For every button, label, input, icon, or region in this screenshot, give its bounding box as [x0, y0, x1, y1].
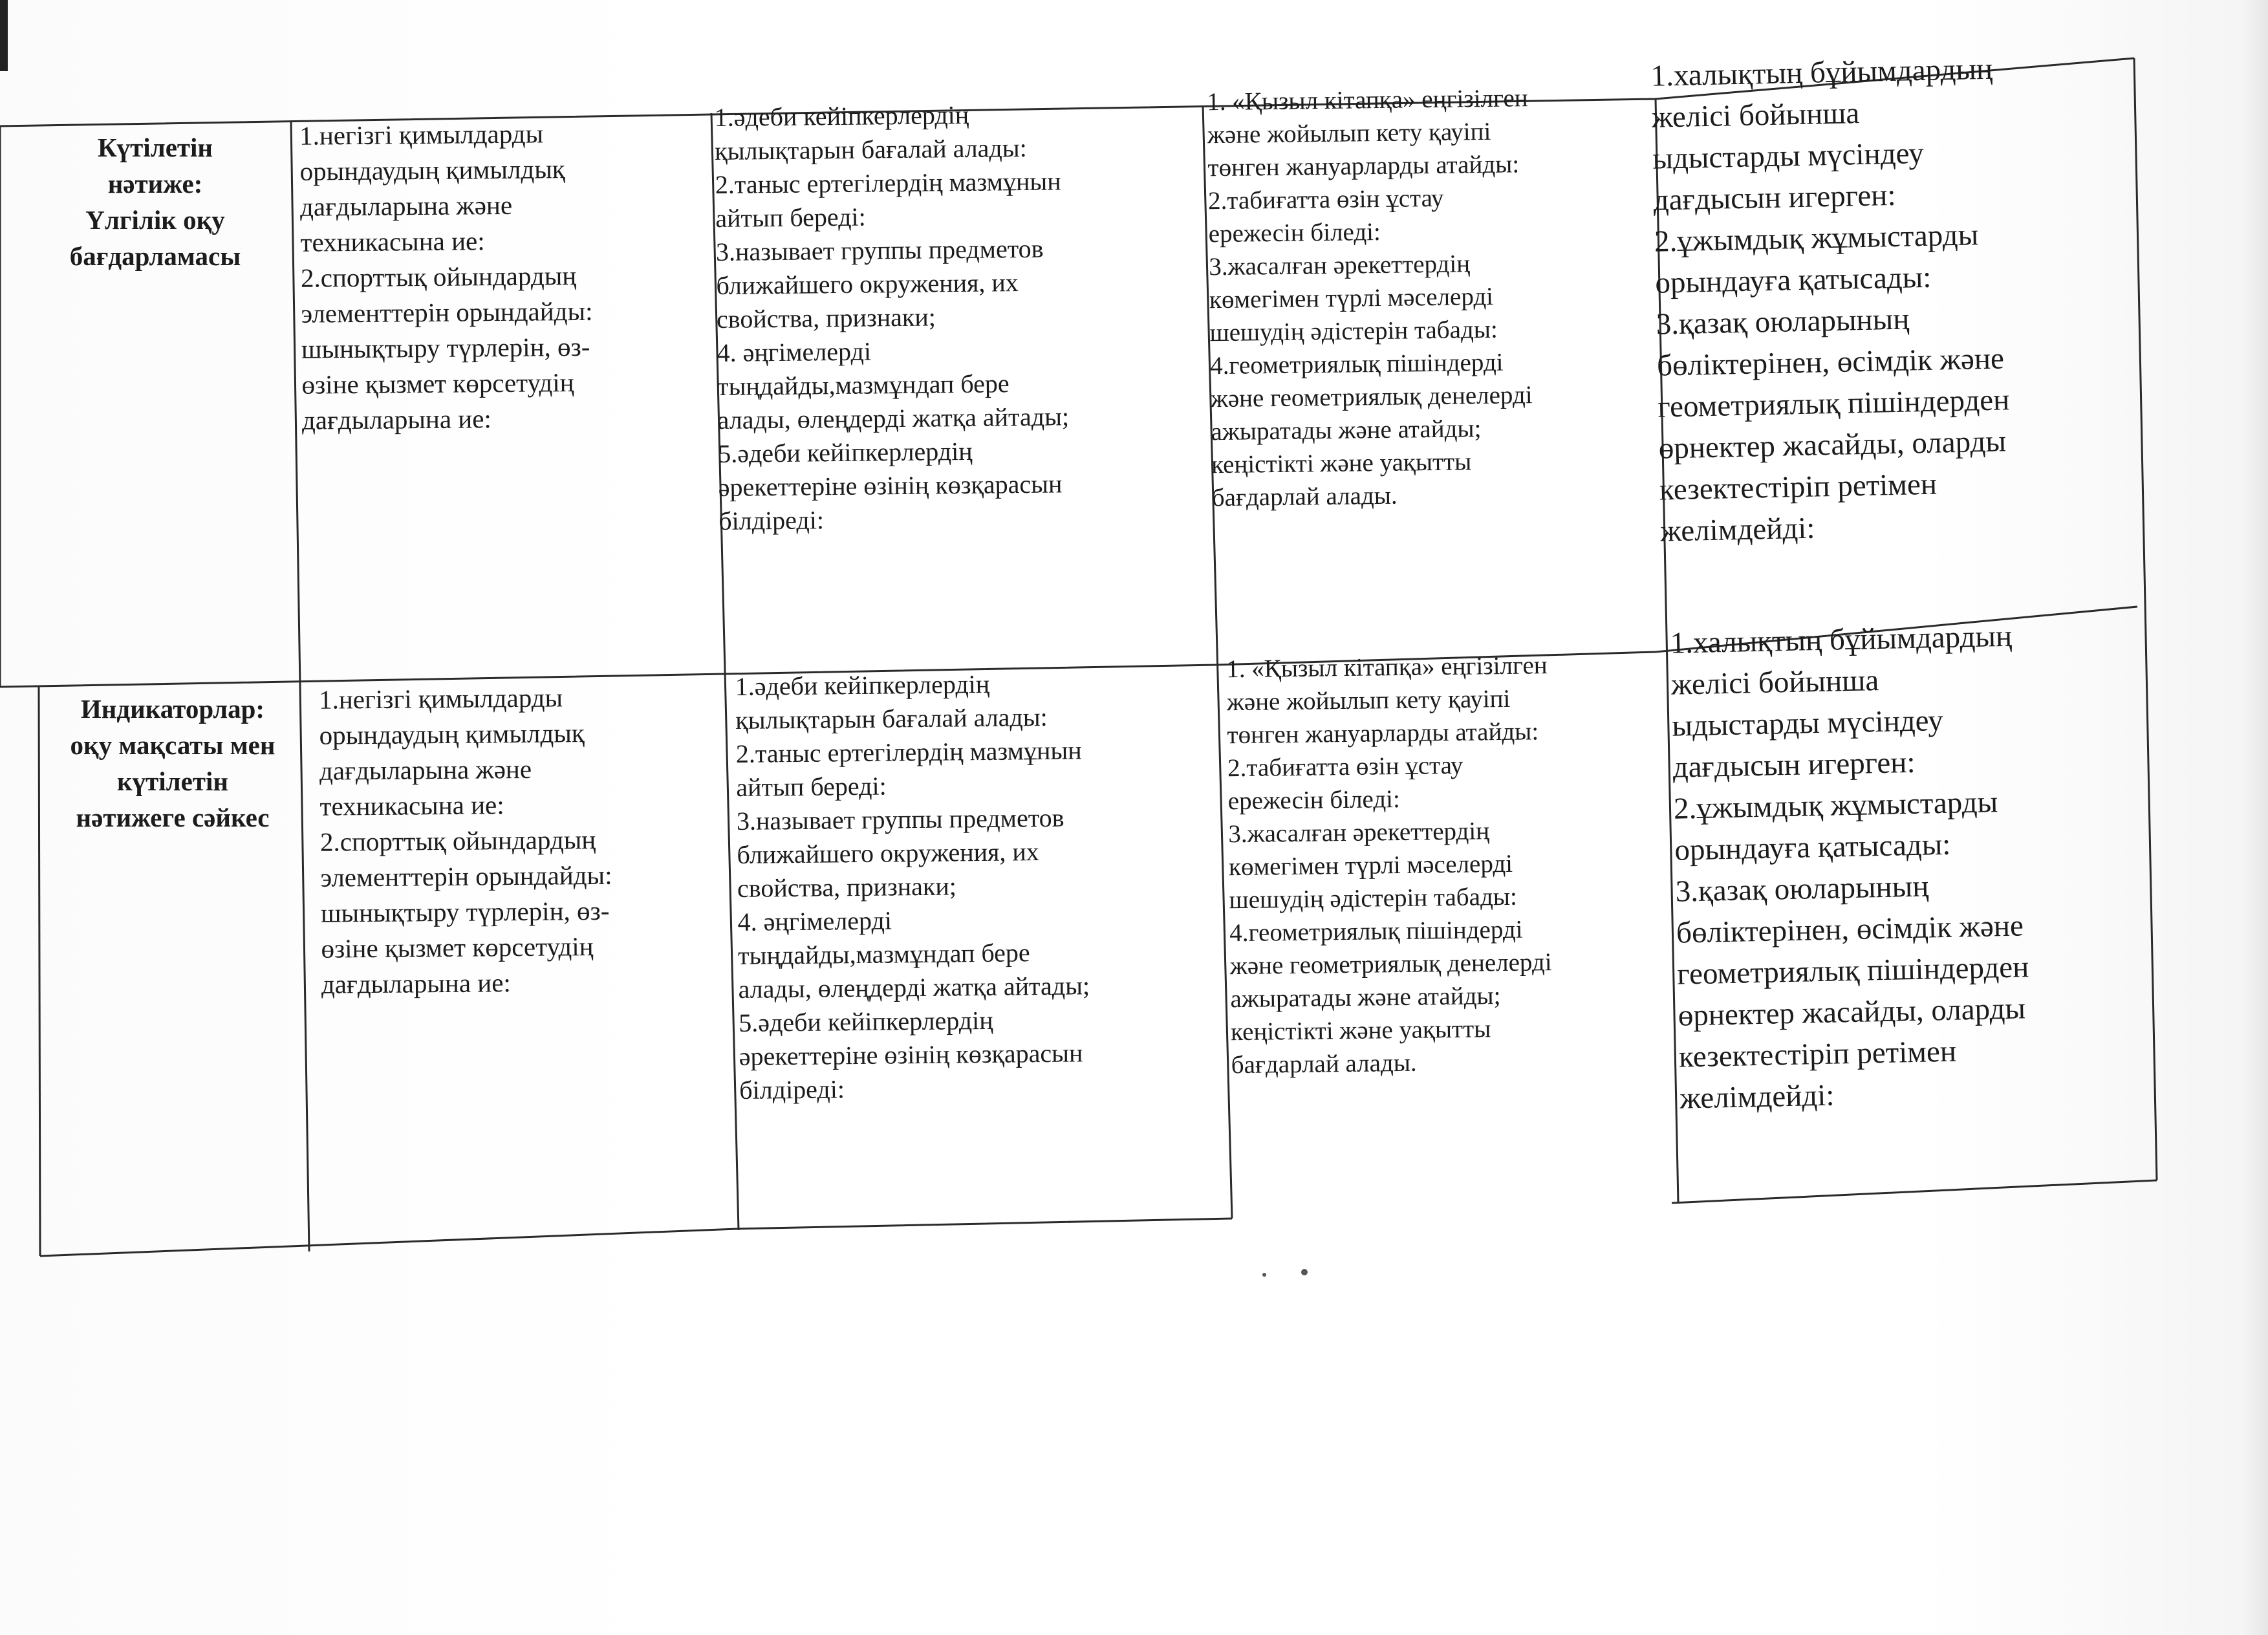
outcome-item: 4.геометриялық пішіндерді және геометриялық денелерді ажыратады және атайды; кеңістікті және уақытты бағдарлай алады.: [1210, 348, 1533, 512]
indicator-item: 3.называет группы предметов ближайшего окружения, их свойства, признаки;: [736, 803, 1064, 903]
indicator-item: 1.негізгі қимылдарды орындаудың қимылдық дағдыларына және техникасына ие:: [318, 682, 585, 821]
outcome-item: 3.жасалған әрекеттердің көмегімен түрлі мәселерді шешудің әдістерін табады:: [1209, 250, 1498, 347]
outcome-item: 3.называет группы предметов ближайшего окружения, их свойства, признаки;: [715, 233, 1044, 334]
row-label-indicators: Индикаторлар: оқу мақсаты мен күтілетін нәтижеге сәйкес: [70, 694, 275, 832]
indicator-item: 2.ұжымдық жұмыстарды орындауға қатысады:: [1673, 785, 1998, 867]
cell-physical-skills: [319, 678, 722, 1002]
indicator-item: 3.қазақ оюларының бөліктерінен, өсімдік және геометриялық пішіндерден өрнектер жасайды, оларды кезектестіріп ретімен желімдейді:: [1675, 869, 2029, 1116]
indicator-item: 3.жасалған әрекеттердің көмегімен түрлі мәселерді шешудің әдістерін табады:: [1228, 817, 1518, 915]
cell-art-skills: [1670, 612, 2155, 1119]
outcome-item: 2.спорттық ойындардың элементтерін орындайды: шынықтыру түрлерін, өз- өзіне қызмет көрсетудің дағдыларына ие:: [300, 260, 593, 435]
outcome-item: 2.табиғатта өзін ұстау ережесін біледі:: [1207, 184, 1444, 248]
outcome-item: 1.әдеби кейіпкерлердің қылықтарын бағалай алады:: [714, 100, 1027, 166]
indicator-item: 1.халықтың бұйымдардың желісі бойынша ыдыстарды мүсіндеу дағдысын игерген:: [1670, 619, 2013, 785]
indicator-item: 2.таныс ертегілердің мазмұнын айтып береді:: [735, 735, 1082, 802]
outcome-item: 2.ұжымдық жұмыстарды орындауға қатысады:: [1654, 218, 1979, 300]
indicator-item: 4. әңгімелерді тыңдайды,мазмұндап бере алады, өлеңдерді жатқа айтады;: [737, 905, 1090, 1004]
outcome-item: 5.әдеби кейіпкерлердің әрекеттеріне өзінің көзқарасын білдіреді:: [717, 436, 1063, 536]
cell-literature-skills: [714, 96, 1210, 538]
cell-nature-math-skills: [1226, 647, 1678, 1081]
cell-art-skills: [1650, 45, 2136, 552]
outcome-item: 1. «Қызыл кітапқа» еңгізілген және жойылып кету қауіпі төнген жануарларды атайды:: [1207, 84, 1528, 182]
outcome-item: 1.негізгі қимылдарды орындаудың қимылдық дағдыларына және техникасына ие:: [299, 118, 565, 257]
indicator-item: 5.әдеби кейіпкерлердің әрекеттеріне өзінің көзқарасын білдіреді:: [738, 1005, 1083, 1105]
outcome-item: 2.таныс ертегілердің мазмұнын айтып береді:: [715, 166, 1061, 233]
cell-physical-skills: [299, 114, 703, 438]
indicator-item: 2.спорттық ойындардың элементтерін орындайды: шынықтыру түрлерін, өз- өзіне қызмет көрсетудің дағдыларына ие:: [319, 824, 612, 999]
indicator-item: 2.табиғатта өзін ұстау ережесін біледі:: [1227, 751, 1463, 816]
indicator-item: 4.геометриялық пішіндерді және геометриялық денелерді ажыратады және атайды; кеңістікті және уақытты бағдарлай алады.: [1229, 915, 1552, 1079]
outcomes-table: [0, 13, 2268, 1281]
cell-nature-math-skills: [1207, 80, 1658, 514]
indicator-item: 1.әдеби кейіпкерлердің қылықтарын бағалай алады:: [735, 669, 1048, 735]
indicator-item: 1. «Қызыл кітапқа» еңгізілген және жойылып кету қауіпі төнген жануарларды атайды:: [1226, 651, 1548, 750]
outcome-item: 4. әңгімелерді тыңдайды,мазмұндап бере алады, өлеңдерді жатқа айтады;: [717, 336, 1070, 435]
outcome-item: 1.халықтың бұйымдардың желісі бойынша ыдыстарды мүсіндеу дағдысын игерген:: [1650, 52, 1993, 217]
row-label-expected-outcome: Күтілетін нәтиже: Үлгілік оқу бағдарламасы: [69, 133, 241, 271]
outcome-item: 3.қазақ оюларының бөліктерінен, өсімдік және геометриялық пішіндерден өрнектер жасайды, оларды кезектестіріп ретімен желімдейді:: [1656, 302, 2010, 548]
cell-literature-skills: [735, 665, 1231, 1107]
